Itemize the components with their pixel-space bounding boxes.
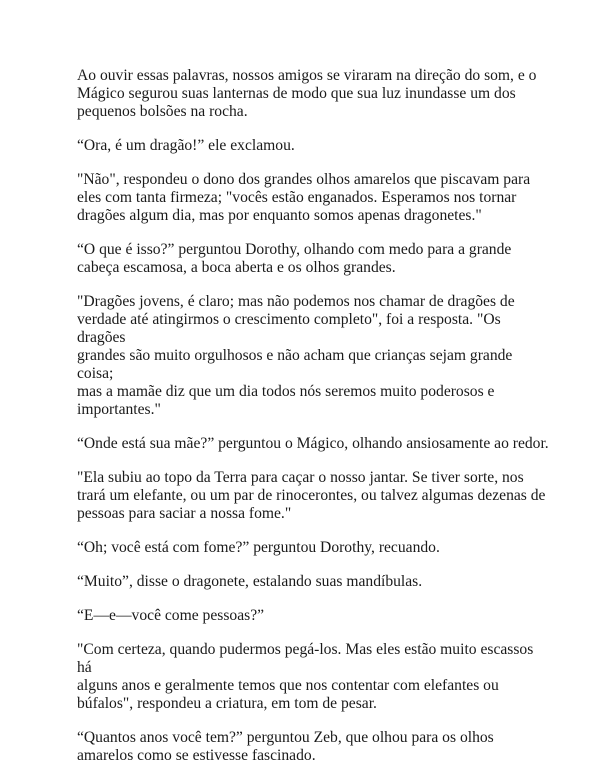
paragraph-9: “Muito”, disse o dragonete, estalando suas mandíbulas. (77, 573, 423, 590)
paragraph-12: “Quantos anos você tem?” perguntou Zeb, que olhou para os olhos amarelos como se estivesse fascinado. (77, 729, 494, 764)
paragraph-2: “Ora, é um dragão!” ele exclamou. (77, 137, 295, 154)
paragraph-3: "Não", respondeu o dono dos grandes olhos amarelos que piscavam para eles com tanta firmeza; "vocês estão enganados. Esperamos nos tornar dragões algum dia, mas por enquanto somos apenas dragonetes." (77, 171, 531, 224)
paragraph-7: "Ela subiu ao topo da Terra para caçar o nosso jantar. Se tiver sorte, nos trará um elefante, ou um par de rinocerontes, ou talvez algumas dezenas de pessoas para saciar a nossa fome." (77, 469, 546, 522)
paragraph-8: “Oh; você está com fome?” perguntou Dorothy, recuando. (77, 539, 440, 556)
paragraph-10: “E—e—você come pessoas?” (77, 607, 265, 624)
paragraph-4: “O que é isso?” perguntou Dorothy, olhando com medo para a grande cabeça escamosa, a boca aberta e os olhos grandes. (77, 241, 512, 276)
paragraph-11: "Com certeza, quando pudermos pegá-los. Mas eles estão muito escassos há alguns anos e geralmente temos que nos contentar com elefantes ou búfalos", respondeu a criatura, em tom de pesar. (77, 641, 534, 712)
paragraph-1: Ao ouvir essas palavras, nossos amigos se viraram na direção do som, e o Mágico segurou suas lanternas de modo que sua luz inundasse um dos pequenos bolsões na rocha. (77, 67, 537, 120)
paragraph-5: "Dragões jovens, é claro; mas não podemos nos chamar de dragões de verdade até atingirmos o crescimento completo", foi a resposta. "Os dragões grandes são muito orgulhosos e não acham que crianças sejam grande coisa; mas a mamãe diz que um dia todos nós seremos muito poderosos e importantes." (77, 293, 515, 418)
paragraph-6: “Onde está sua mãe?” perguntou o Mágico, olhando ansiosamente ao redor. (77, 435, 549, 452)
